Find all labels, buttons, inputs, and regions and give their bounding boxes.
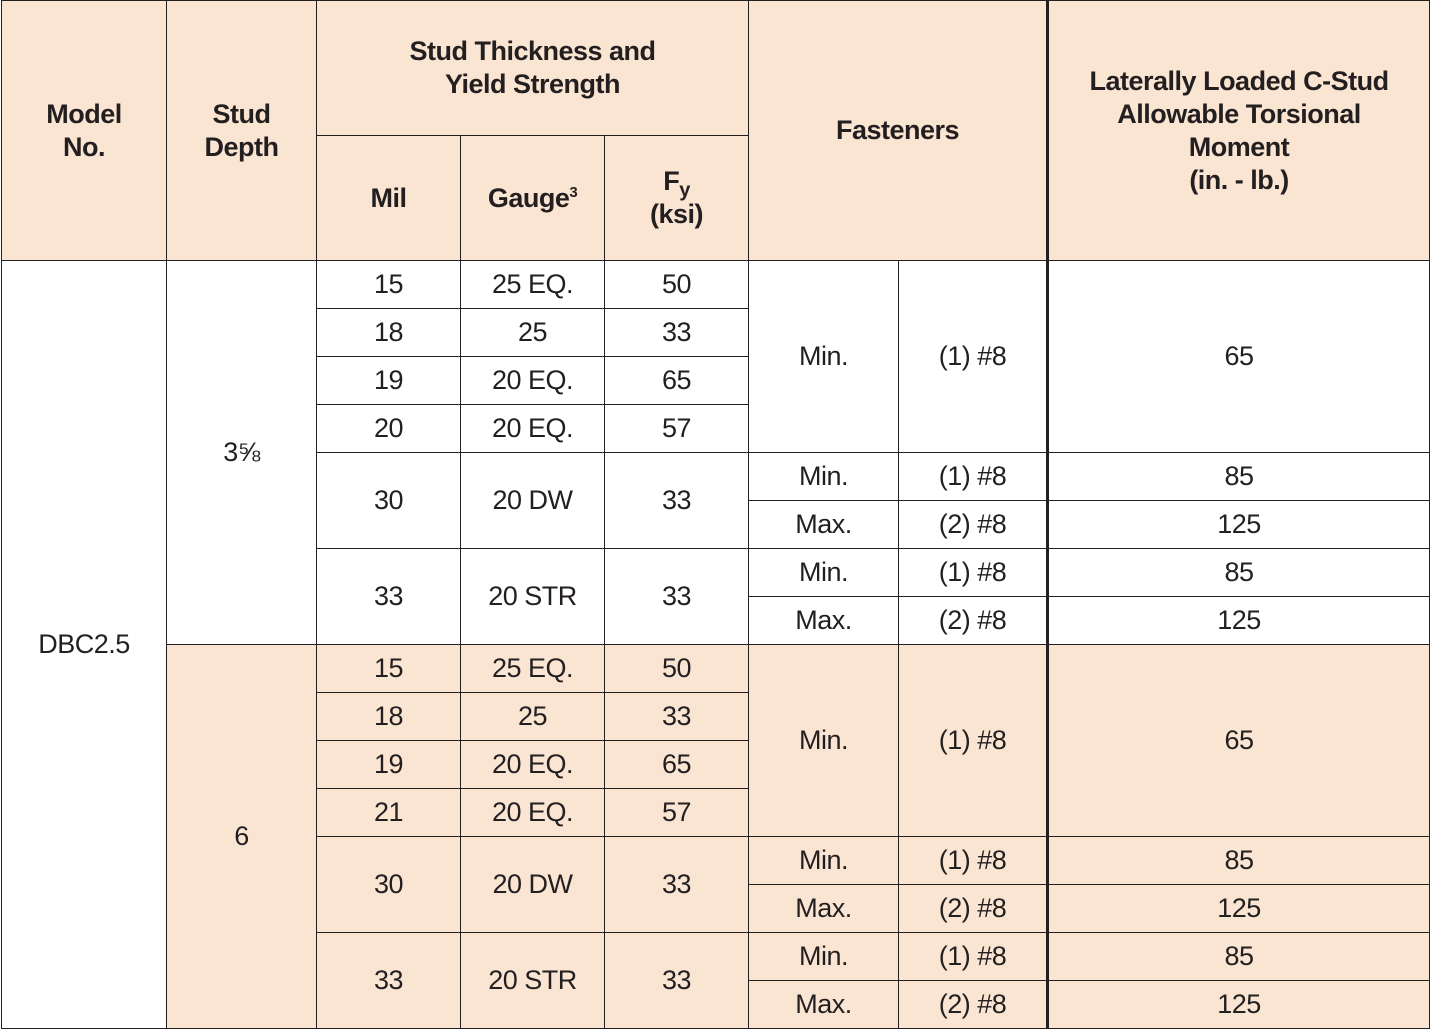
fastener-count-cell: (1) #8	[899, 645, 1048, 837]
gauge-cell: 20 STR	[461, 549, 605, 645]
fastener-count-cell: (1) #8	[899, 549, 1048, 597]
header-stud-thickness: Stud Thickness and Yield Strength	[317, 1, 749, 136]
header-fasteners: Fasteners	[749, 1, 1048, 261]
fy-cell: 65	[605, 357, 749, 405]
header-gauge: Gauge$^3$	[461, 136, 605, 261]
mil-cell: 18	[317, 693, 461, 741]
fastener-count-cell: (2) #8	[899, 597, 1048, 645]
moment-cell: 85	[1048, 933, 1430, 981]
gauge-cell: 20 DW	[461, 453, 605, 549]
fastener-count-cell: (2) #8	[899, 501, 1048, 549]
mil-cell: 15	[317, 261, 461, 309]
moment-cell: 85	[1048, 549, 1430, 597]
fy-cell: 33	[605, 309, 749, 357]
fy-cell: 57	[605, 405, 749, 453]
fastener-count-cell: (1) #8	[899, 453, 1048, 501]
fastener-type-cell: Max.	[749, 981, 899, 1029]
stud-depth-cell: 3⅝	[167, 261, 317, 645]
moment-cell: 65	[1048, 261, 1430, 453]
model-no-cell: DBC2.5	[2, 261, 167, 1029]
mil-cell: 19	[317, 741, 461, 789]
moment-cell: 85	[1048, 837, 1430, 885]
header-stud-depth: Stud Depth	[167, 1, 317, 261]
fy-cell: 50	[605, 645, 749, 693]
stud-depth-cell: 6	[167, 645, 317, 1029]
moment-cell: 65	[1048, 645, 1430, 837]
fy-cell: 65	[605, 741, 749, 789]
fastener-type-cell: Min.	[749, 933, 899, 981]
fastener-count-cell: (1) #8	[899, 837, 1048, 885]
fy-cell: 33	[605, 933, 749, 1029]
gauge-cell: 20 EQ.	[461, 741, 605, 789]
table-row	[2, 645, 1430, 693]
fastener-type-cell: Min.	[749, 453, 899, 501]
fastener-count-cell: (1) #8	[899, 261, 1048, 453]
fy-cell: 50	[605, 261, 749, 309]
table-row	[2, 261, 1430, 309]
fastener-count-cell: (2) #8	[899, 981, 1048, 1029]
mil-cell: 33	[317, 933, 461, 1029]
fastener-type-cell: Max.	[749, 885, 899, 933]
mil-cell: 30	[317, 453, 461, 549]
fy-cell: 57	[605, 789, 749, 837]
moment-cell: 125	[1048, 885, 1430, 933]
moment-cell: 85	[1048, 453, 1430, 501]
fastener-type-cell: Min.	[749, 645, 899, 837]
moment-cell: 125	[1048, 597, 1430, 645]
gauge-cell: 25 EQ.	[461, 645, 605, 693]
gauge-cell: 25 EQ.	[461, 261, 605, 309]
fastener-count-cell: (2) #8	[899, 885, 1048, 933]
fy-cell: 33	[605, 549, 749, 645]
mil-cell: 33	[317, 549, 461, 645]
header-mil: Mil	[317, 136, 461, 261]
fy-cell: 33	[605, 693, 749, 741]
gauge-cell: 25	[461, 693, 605, 741]
mil-cell: 21	[317, 789, 461, 837]
fastener-type-cell: Min.	[749, 261, 899, 453]
moment-cell: 125	[1048, 981, 1430, 1029]
header-fy: $F_y$ (ksi)	[605, 136, 749, 261]
gauge-cell: 20 STR	[461, 933, 605, 1029]
torsional-moment-table	[1, 0, 1430, 1029]
fastener-type-cell: Min.	[749, 837, 899, 885]
gauge-cell: 20 EQ.	[461, 789, 605, 837]
fastener-type-cell: Max.	[749, 501, 899, 549]
mil-cell: 30	[317, 837, 461, 933]
gauge-cell: 20 EQ.	[461, 357, 605, 405]
table-body	[2, 261, 1430, 1029]
fastener-type-cell: Min.	[749, 549, 899, 597]
fy-cell: 33	[605, 837, 749, 933]
mil-cell: 19	[317, 357, 461, 405]
moment-cell: 125	[1048, 501, 1430, 549]
gauge-cell: 25	[461, 309, 605, 357]
gauge-footnote: 3	[569, 183, 578, 201]
header-torsional-moment: Laterally Loaded C-Stud Allowable Torsional Moment (in. - lb.)	[1048, 1, 1430, 261]
gauge-cell: 20 EQ.	[461, 405, 605, 453]
mil-cell: 15	[317, 645, 461, 693]
fastener-count-cell: (1) #8	[899, 933, 1048, 981]
mil-cell: 18	[317, 309, 461, 357]
mil-cell: 20	[317, 405, 461, 453]
fy-cell: 33	[605, 453, 749, 549]
header-model-no: Model No.	[2, 1, 167, 261]
fastener-type-cell: Max.	[749, 597, 899, 645]
gauge-cell: 20 DW	[461, 837, 605, 933]
